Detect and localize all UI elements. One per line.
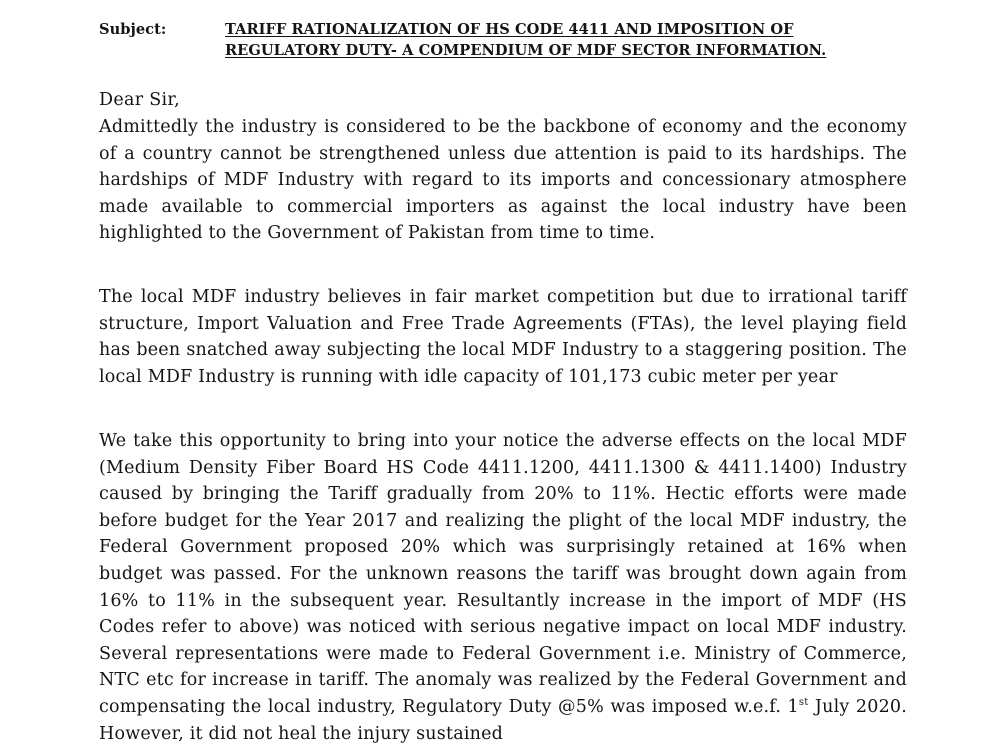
paragraph-3 [99, 428, 907, 747]
paragraph-3-text: We take this opportunity to bring into your notice the adverse effects on the local MDF (Medium Density Fiber Board HS Code 4411.1200, 4411.1300 & 4411.1400) Industry caused by bringing the Tariff gradually from 20% to 11%. Hectic efforts were made before budget for the Year 2017 and realizing the plight of the local MDF industry, the Federal Government proposed 20% which was surprisingly retained at 16% when budget was passed. For the unknown reasons the tariff was brought down again from 16% to 11% in the subsequent year. Resultantly increase in the import of MDF (HS Codes refer to above) was noticed with serious negative impact on local MDF industry. Several representations were made to Federal Government i.e. Ministry of Commerce, NTC etc for increase in tariff. The anomaly was realized by the Federal Government and compensating the local industry, Regulatory Duty @5% was imposed w.e.f. 1 [99, 431, 907, 717]
subject-heading: TARIFF RATIONALIZATION OF HS CODE 4411 AND IMPOSITION OF REGULATORY DUTY- A COMPENDIUM OF MDF SECTOR INFORMATION. [225, 21, 827, 59]
paragraph-3-continuation: July 2020. However, it did not heal the injury sustained [99, 696, 908, 744]
ordinal-superscript: st [798, 696, 809, 708]
paragraph-1: Admittedly the industry is considered to be the backbone of economy and the economy of a country cannot be strengthened unless due attention is paid to its hardships. The hardships of MDF Industry with regard to its imports and concessionary atmosphere made available to commercial importers as against the local industry have been highlighted to the Government of Pakistan from time to time. [99, 117, 907, 244]
subject-label: Subject: [99, 21, 167, 38]
salutation: Dear Sir, [99, 90, 181, 110]
paragraph-2: The local MDF industry believes in fair market competition but due to irrational tariff structure, Import Valuation and Free Trade Agreements (FTAs), the level playing field has been snatched away subjecting the local MDF Industry to a staggering position. The local MDF Industry is running with idle capacity of 101,173 cubic meter per year [99, 287, 907, 387]
